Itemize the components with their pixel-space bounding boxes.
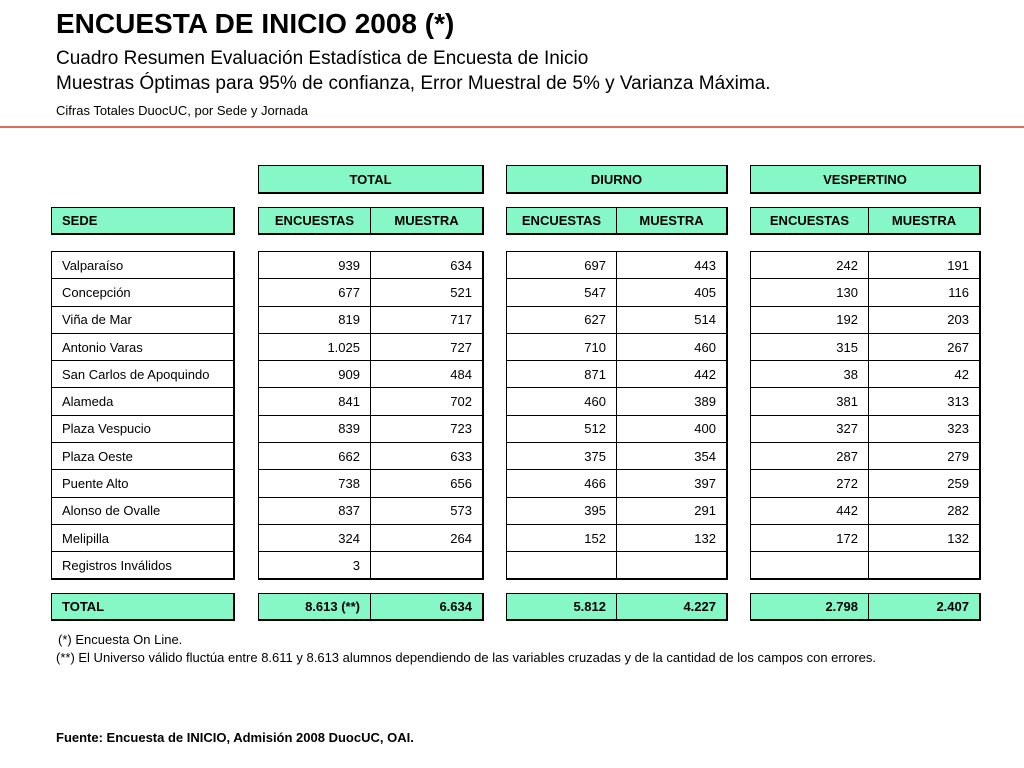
sede-column-block xyxy=(51,251,235,580)
total-muestra-cell: 717 xyxy=(450,312,472,328)
group-header-vespertino xyxy=(750,165,981,194)
diurno-encuestas-cell: 460 xyxy=(584,394,606,410)
vespertino-encuestas-cell: 242 xyxy=(836,257,858,273)
table-row xyxy=(751,252,979,279)
table-row xyxy=(259,307,482,334)
column-header-sede-label: SEDE xyxy=(62,213,98,228)
subtitle-samples: Muestras Óptimas para 95% de confianza, Error Muestral de 5% y Varianza Máxima. xyxy=(56,73,771,94)
column-header-vespertino xyxy=(750,207,981,235)
column-header-diurno-muestra: MUESTRA xyxy=(639,213,704,228)
sede-cell: Plaza Oeste xyxy=(62,448,133,464)
diurno-encuestas-cell: 375 xyxy=(584,448,606,464)
table-row xyxy=(507,443,726,470)
table-row xyxy=(751,279,979,306)
column-header-vespertino-muestra: MUESTRA xyxy=(891,213,957,228)
table-row xyxy=(52,279,233,306)
table-row xyxy=(259,279,482,306)
table-row xyxy=(259,552,482,579)
sede-cell: Registros Inválidos xyxy=(62,558,172,574)
sede-cell: Alonso de Ovalle xyxy=(62,503,161,519)
source-note: Fuente: Encuesta de INICIO, Admisión 2008 DuocUC, OAI. xyxy=(56,730,414,745)
table-row xyxy=(751,498,979,525)
footnote-online: (*) Encuesta On Line. xyxy=(58,632,183,647)
table-row xyxy=(52,498,233,525)
table-row xyxy=(52,361,233,388)
total-encuestas-cell: 324 xyxy=(338,530,360,546)
vespertino-data-block xyxy=(750,251,981,580)
totals-total xyxy=(258,593,484,621)
totals-label: TOTAL xyxy=(62,599,105,614)
column-header-diurno-encuestas: ENCUESTAS xyxy=(521,213,602,228)
table-row xyxy=(507,470,726,497)
total-muestra-cell: 521 xyxy=(450,284,472,300)
group-header-vespertino-label: VESPERTINO xyxy=(823,171,907,187)
sede-cell: Concepción xyxy=(62,284,131,300)
total-muestra-cell: 727 xyxy=(450,339,472,355)
column-header-vespertino-encuestas: ENCUESTAS xyxy=(769,213,850,228)
total-encuestas-cell: 662 xyxy=(338,448,360,464)
totals-vespertino-encuestas: 2.798 xyxy=(825,599,858,614)
table-row xyxy=(507,552,726,579)
total-encuestas-cell: 839 xyxy=(338,421,360,437)
table-row xyxy=(751,361,979,388)
table-row xyxy=(507,334,726,361)
table-row xyxy=(259,525,482,552)
total-data-block xyxy=(258,251,484,580)
total-encuestas-cell: 1.025 xyxy=(327,339,360,355)
table-row xyxy=(259,470,482,497)
vespertino-encuestas-cell: 272 xyxy=(836,476,858,492)
table-row xyxy=(507,498,726,525)
total-muestra-cell: 264 xyxy=(450,530,472,546)
table-row xyxy=(751,389,979,416)
totals-sede xyxy=(51,593,235,621)
total-muestra-cell: 702 xyxy=(450,394,472,410)
diurno-muestra-cell xyxy=(617,552,726,579)
table-row xyxy=(507,252,726,279)
diurno-muestra-cell: 442 xyxy=(694,366,716,382)
diurno-encuestas-cell: 710 xyxy=(584,339,606,355)
total-encuestas-cell: 738 xyxy=(338,476,360,492)
table-row xyxy=(507,279,726,306)
table-row xyxy=(52,389,233,416)
total-muestra-cell: 656 xyxy=(450,476,472,492)
sede-cell: Antonio Varas xyxy=(62,339,143,355)
vespertino-muestra-cell: 42 xyxy=(954,366,969,382)
table-row xyxy=(751,334,979,361)
vespertino-encuestas-cell xyxy=(751,552,868,579)
vespertino-muestra-cell: 132 xyxy=(947,530,969,546)
totals-vespertino xyxy=(750,593,981,621)
total-muestra-cell xyxy=(371,552,482,579)
diurno-muestra-cell: 405 xyxy=(694,284,716,300)
group-header-total xyxy=(258,165,484,194)
vespertino-encuestas-cell: 327 xyxy=(836,421,858,437)
diurno-muestra-cell: 443 xyxy=(694,257,716,273)
total-encuestas-cell: 939 xyxy=(338,257,360,273)
vespertino-encuestas-cell: 381 xyxy=(836,394,858,410)
total-muestra-cell: 723 xyxy=(450,421,472,437)
totals-diurno-encuestas: 5.812 xyxy=(573,599,606,614)
table-row xyxy=(259,443,482,470)
table-row xyxy=(52,334,233,361)
table-row xyxy=(52,470,233,497)
table-row xyxy=(507,307,726,334)
sede-cell: Viña de Mar xyxy=(62,312,132,328)
table-row xyxy=(259,361,482,388)
sede-cell: Alameda xyxy=(62,394,114,410)
diurno-encuestas-cell: 547 xyxy=(584,284,606,300)
diurno-encuestas-cell: 871 xyxy=(584,366,606,382)
vespertino-muestra-cell: 267 xyxy=(947,339,969,355)
total-encuestas-cell: 909 xyxy=(338,366,360,382)
table-row xyxy=(751,470,979,497)
table-row xyxy=(52,307,233,334)
table-row xyxy=(259,416,482,443)
diurno-encuestas-cell: 152 xyxy=(584,530,606,546)
vespertino-encuestas-cell: 192 xyxy=(836,312,858,328)
vespertino-muestra-cell: 116 xyxy=(948,284,969,300)
diurno-muestra-cell: 514 xyxy=(694,312,716,328)
sede-cell: Puente Alto xyxy=(62,476,129,492)
diurno-muestra-cell: 397 xyxy=(694,476,716,492)
sede-cell: Melipilla xyxy=(62,530,109,546)
vespertino-muestra-cell: 259 xyxy=(947,476,969,492)
vespertino-muestra-cell: 323 xyxy=(947,421,969,437)
vespertino-encuestas-cell: 442 xyxy=(836,503,858,519)
total-muestra-cell: 573 xyxy=(450,503,472,519)
group-header-diurno xyxy=(506,165,728,194)
vespertino-encuestas-cell: 315 xyxy=(836,339,858,355)
vespertino-encuestas-cell: 172 xyxy=(836,530,858,546)
total-encuestas-cell: 819 xyxy=(338,312,360,328)
group-header-diurno-label: DIURNO xyxy=(590,171,643,187)
table-row xyxy=(52,416,233,443)
diurno-encuestas-cell: 512 xyxy=(584,421,606,437)
column-header-sede xyxy=(51,207,235,235)
total-muestra-cell: 484 xyxy=(450,366,472,382)
diurno-muestra-cell: 400 xyxy=(694,421,716,437)
vespertino-muestra-cell: 279 xyxy=(947,448,969,464)
column-header-diurno xyxy=(506,207,728,235)
table-row xyxy=(259,498,482,525)
diurno-muestra-cell: 354 xyxy=(694,448,716,464)
table-row xyxy=(507,525,726,552)
vespertino-muestra-cell xyxy=(869,552,979,579)
diurno-encuestas-cell: 395 xyxy=(584,503,606,519)
total-encuestas-cell: 837 xyxy=(338,503,360,519)
total-encuestas-cell: 841 xyxy=(338,394,360,410)
table-row xyxy=(52,525,233,552)
diurno-data-block xyxy=(506,251,728,580)
totals-total-encuestas: 8.613 (**) xyxy=(305,599,360,614)
diurno-muestra-cell: 132 xyxy=(694,530,716,546)
vespertino-muestra-cell: 203 xyxy=(947,312,969,328)
table-row xyxy=(751,443,979,470)
subtitle-summary: Cuadro Resumen Evaluación Estadística de Encuesta de Inicio xyxy=(56,48,589,69)
table-row xyxy=(751,525,979,552)
table-row xyxy=(259,389,482,416)
page-title: ENCUESTA DE INICIO 2008 (*) xyxy=(56,8,455,39)
sede-cell: San Carlos de Apoquindo xyxy=(62,366,210,382)
vespertino-muestra-cell: 313 xyxy=(947,394,969,410)
table-row xyxy=(507,361,726,388)
table-row xyxy=(259,252,482,279)
header-divider xyxy=(0,126,1024,128)
diurno-encuestas-cell xyxy=(507,552,616,579)
totals-total-muestra: 6.634 xyxy=(439,599,472,614)
diurno-encuestas-cell: 466 xyxy=(584,476,606,492)
total-encuestas-cell: 677 xyxy=(338,284,360,300)
footnote-universe: (**) El Universo válido fluctúa entre 8.611 y 8.613 alumnos dependiendo de las variables cruzadas y de la cantidad de los campos con errores. xyxy=(56,650,876,665)
total-muestra-cell: 633 xyxy=(450,448,472,464)
vespertino-muestra-cell: 282 xyxy=(947,503,969,519)
table-row xyxy=(52,252,233,279)
diurno-encuestas-cell: 697 xyxy=(584,257,606,273)
diurno-muestra-cell: 291 xyxy=(694,503,716,519)
column-header-total xyxy=(258,207,484,235)
group-header-total-label: TOTAL xyxy=(349,171,392,187)
subtitle-figures: Cifras Totales DuocUC, por Sede y Jornada xyxy=(56,103,308,118)
total-encuestas-cell: 3 xyxy=(352,558,360,574)
table-row xyxy=(259,334,482,361)
totals-vespertino-muestra: 2.407 xyxy=(936,599,969,614)
table-row xyxy=(507,389,726,416)
totals-diurno xyxy=(506,593,728,621)
diurno-encuestas-cell: 627 xyxy=(584,312,606,328)
vespertino-encuestas-cell: 38 xyxy=(843,366,858,382)
table-row xyxy=(507,416,726,443)
table-row xyxy=(751,307,979,334)
sede-cell: Plaza Vespucio xyxy=(62,421,151,437)
diurno-muestra-cell: 389 xyxy=(694,394,716,410)
table-row xyxy=(52,443,233,470)
table-row xyxy=(751,552,979,579)
column-header-total-encuestas: ENCUESTAS xyxy=(274,213,355,228)
table-row xyxy=(751,416,979,443)
totals-diurno-muestra: 4.227 xyxy=(683,599,716,614)
diurno-muestra-cell: 460 xyxy=(694,339,716,355)
vespertino-encuestas-cell: 130 xyxy=(836,284,858,300)
column-header-total-muestra: MUESTRA xyxy=(394,213,459,228)
table-row xyxy=(52,552,233,579)
vespertino-encuestas-cell: 287 xyxy=(836,448,858,464)
vespertino-muestra-cell: 191 xyxy=(947,257,969,273)
total-muestra-cell: 634 xyxy=(450,257,472,273)
sede-cell: Valparaíso xyxy=(62,257,124,273)
